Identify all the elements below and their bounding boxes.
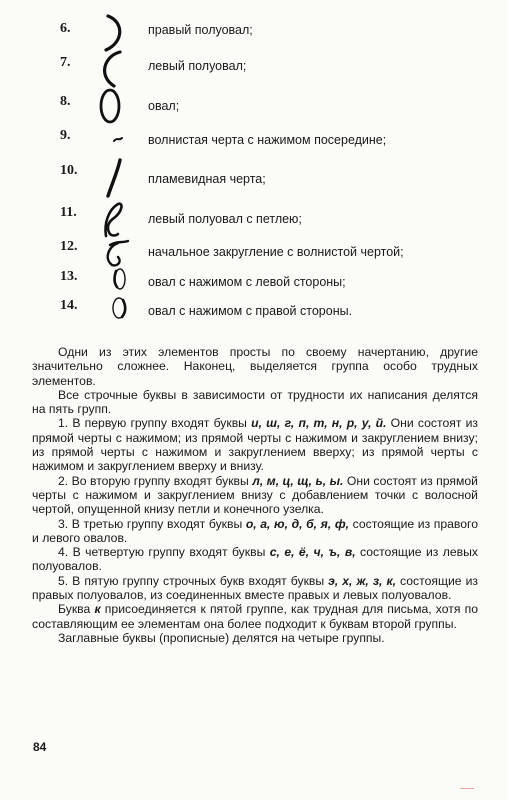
- element-row-8: [0, 88, 507, 128]
- element-row-10: [0, 158, 507, 198]
- group-2-letters: л, м, ц, щ, ь, ы.: [252, 473, 344, 488]
- element-description: овал;: [148, 99, 180, 113]
- element-number: 12.: [60, 239, 78, 254]
- element-description: начальное закругление с волнистой чертой;: [148, 245, 404, 259]
- group-2-description: Они состоят из прямой черты с нажимом и закруглением внизу с добавлением точки с волосной чертой, опущенной книзу петли и конечного узелка.: [32, 473, 478, 517]
- paragraph-group-1: [32, 416, 478, 473]
- element-row-11: [0, 202, 507, 242]
- group-1-letters: и, ш, г, п, т, н, р, у, й.: [251, 416, 387, 431]
- element-number: 14.: [60, 298, 78, 313]
- group-5-text: 5. В пятую группу строчных букв входят буквы: [58, 573, 329, 588]
- group-4-description: состоящие из левых полуовалов.: [32, 545, 478, 574]
- element-description: овал с нажимом с левой стороны;: [148, 275, 346, 289]
- element-row-7: [0, 48, 507, 88]
- element-number: 13.: [60, 269, 78, 284]
- paragraph-elements-difficulty: Одни из этих элементов просты по своему начертанию, другие значительно сложнее. Наконец, выделяется группа особо трудных элементов.: [32, 345, 478, 388]
- group-4-text: 4. В четвертую группу входят буквы: [58, 545, 270, 560]
- paragraph-lowercase-groups: Все строчные буквы в зависимости от трудности их написания делятся на пять групп.: [32, 387, 478, 417]
- group-3-letters: о, а, ю, д, б, я, ф,: [245, 516, 350, 531]
- paragraph-group-4: [32, 545, 478, 574]
- letter-k: к: [94, 602, 101, 617]
- element-number: 11.: [60, 205, 77, 220]
- group-3-text: 3. В третью группу входят буквы: [58, 516, 246, 531]
- paragraph-group-5: [32, 574, 478, 603]
- oval-right-pressure-icon: [88, 286, 138, 330]
- group-5-description: состоящие из правых полуовалов, из соединенных вместе правых и левых полуовалов.: [32, 573, 478, 603]
- element-number: 9.: [60, 128, 71, 143]
- group-5-letters: э, х, ж, з, к,: [328, 573, 397, 588]
- element-number: 10.: [60, 163, 78, 178]
- element-description: левый полуовал с петлею;: [148, 212, 302, 226]
- letter-k-text: Буква: [58, 602, 95, 617]
- element-row-14: [0, 298, 507, 338]
- element-description: левый полуовал;: [148, 59, 247, 73]
- element-description: овал с нажимом с правой стороны.: [148, 304, 353, 318]
- element-number: 8.: [60, 94, 71, 109]
- element-description: волнистая черта с нажимом посередине;: [148, 133, 387, 147]
- group-1-description: Они состоят из прямой черты с нажимом; из прямой черты с нажимом и закруглением внизу; из прямой черты с нажимом и закруглением вверху; из прямой черты с нажимом и закруглением вверху и внизу.: [32, 416, 478, 474]
- page-number: 84: [33, 740, 47, 754]
- element-number: 6.: [60, 21, 71, 36]
- element-description: пламевидная черта;: [148, 172, 266, 186]
- group-3-description: состоящие из правого и левого овалов.: [32, 516, 479, 545]
- group-2-text: 2. Во вторую группу входят буквы: [58, 473, 253, 488]
- flame-stroke-icon: [88, 156, 138, 200]
- element-description: правый полуовал;: [148, 23, 253, 37]
- group-1-text: 1. В первую группу входят буквы: [58, 416, 252, 431]
- group-4-letters: с, е, ё, ч, ъ, в,: [269, 545, 356, 560]
- paragraph-capital-letters: Заглавные буквы (прописные) делятся на четыре группы.: [58, 630, 385, 645]
- wavy-stroke-icon: [88, 117, 138, 161]
- paragraph-group-3: [32, 517, 478, 546]
- paragraph-letter-k: [32, 602, 478, 631]
- body-text: [32, 345, 478, 645]
- element-number: 7.: [60, 55, 71, 70]
- scan-mark: [460, 788, 474, 789]
- paragraph-group-2: [32, 474, 478, 517]
- letter-k-description: присоединяется к пятой группе, как трудная для письма, хотя по составляющим ее элементам она более подходит к буквам второй группы.: [32, 602, 478, 631]
